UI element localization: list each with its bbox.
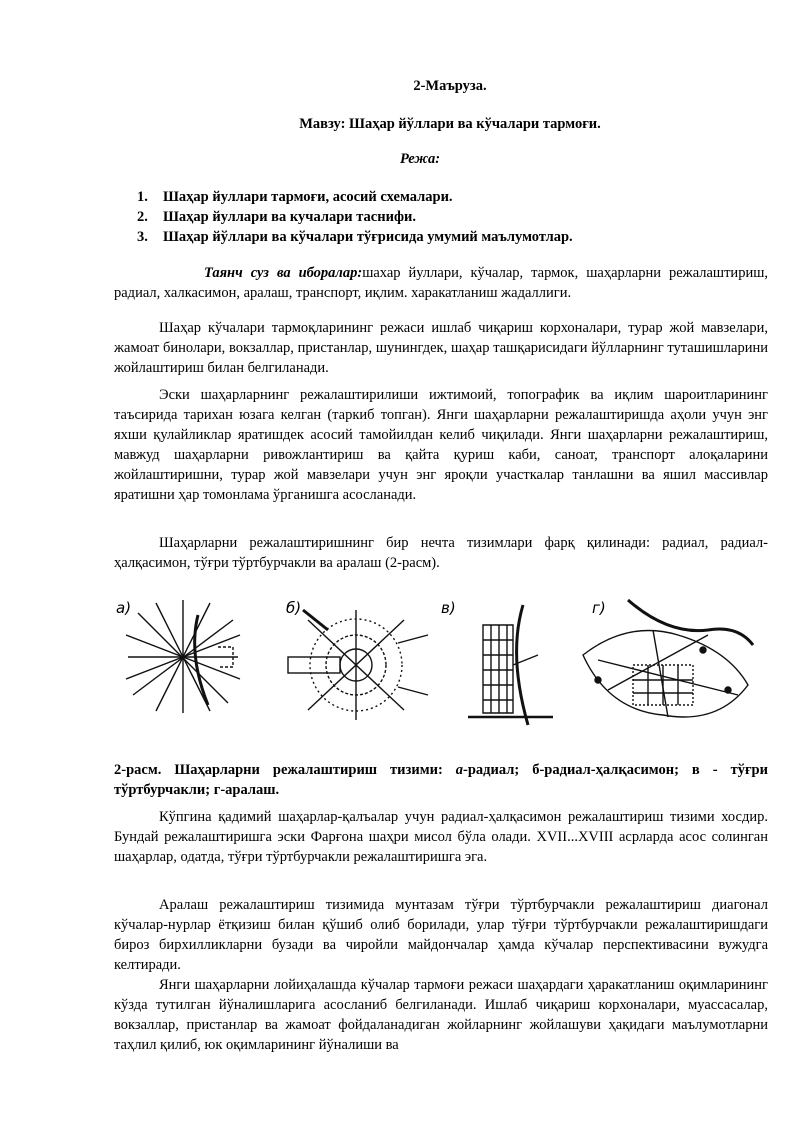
rectangular-scheme <box>468 605 553 725</box>
figure-label-v: в) <box>441 599 456 617</box>
plan-item <box>137 207 573 227</box>
caption-italic-a: а <box>455 762 464 778</box>
figure-caption <box>114 760 768 800</box>
plan-item-text: Шаҳар йўллари ва кўчалари тўғрисида умумий маълумотлар. <box>163 229 573 245</box>
plan-title: Режа: <box>399 151 441 167</box>
paragraph-1: Шаҳар кўчалари тармоқларининг режаси ишлаб чиқариш корхоналари, турар жой мавзелари, жамоат бинолари, вокзаллар, пристанлар, шунингдек, шаҳар ташқарисидаги йўлларнинг туташишларини жойлаштириш билан белгиланади. <box>114 320 768 376</box>
figure-label-b: б) <box>286 599 302 617</box>
plan-item-number: 3. <box>137 229 148 245</box>
paragraph-4: Кўпгина қадимий шаҳарлар-қалъалар учун радиал-ҳалқасимон режалаштириш тизими хосдир. Бундай режалаштиришга эски Фарғона шаҳри мисол бўла олади. XVII...XVIII асрларда асос солинган шаҳарлар, одатда, тўғри тўртбурчакли режалаштиришга эга. <box>114 809 768 865</box>
mixed-scheme <box>583 600 753 717</box>
planning-schemes-figure <box>108 595 760 745</box>
radial-ring-scheme <box>288 610 428 720</box>
caption-rest: -радиал; б-радиал-ҳалқасимон; в - тўғри тўртбурчакли; г-аралаш. <box>114 762 768 798</box>
lecture-number: 2-Маъруза. <box>413 78 487 94</box>
plan-item-text: Шаҳар йуллари ва кучалари таснифи. <box>163 209 416 225</box>
paragraph-6: Янги шаҳарларни лойиҳалашда кўчалар тармоғи режаси шаҳардаги ҳаракатланиш оқимларининг кўзда тутилган йўналишларига асосланиб белгиланади. Ишлаб чиқариш корхоналари, муассасалар, вокзаллар, пристанлар ва жамоат фойдаланадиган жойларнинг жойлашуви ҳақидаги маълумотларни таҳлил қилиб, юк оқимларининг йўналиши ва <box>114 977 768 1053</box>
lecture-topic: Мавзу: Шаҳар йўллари ва кўчалари тармоғи. <box>299 116 601 132</box>
plan-item-number: 1. <box>137 189 148 205</box>
paragraph-5: Аралаш режалаштириш тизимида мунтазам тўғри тўртбурчакли режалаштириш диагонал кўчалар-нурлар ётқизиш билан қўшиб олиб борилади, улар тўғри тўртбурчакли режалаштиришдаги бироз бирхилликларни бузади ва чиройли майдончалар ҳамда кўчалар перспективасини вужудга келтиради. <box>114 897 768 973</box>
caption-lead: 2-расм. Шаҳарларни режалаштириш тизими: <box>114 762 456 778</box>
plan-item <box>137 227 573 247</box>
paragraph-3: Шаҳарларни режалаштиришнинг бир нечта тизимлари фарқ қилинади: радиал, радиал-ҳалқасимон, тўғри тўртбурчакли ва аралаш (2-расм). <box>114 535 768 571</box>
radial-scheme <box>126 600 240 713</box>
paragraph-2: Эски шаҳарларнинг режалаштирилиши ижтимоий, топографик ва иқлим шароитларининг таъсирида тарихан юзага келган (таркиб топган). Янги шаҳарларни режалаштиришда аҳоли учун энг яхши қулайликлар яратишдек асосий тамойилдан келиб чиқилади. Янги шаҳарларни режалаштириш, мавжуд шаҳарларни ривожлантириш ва қайта қуриш каби, саноат, транспорт алоқаларини жойлаштиришни, турар жой мавзелари учун энг яроқли участкалар танлашни ва яшил массивлар яратишни ҳар томонлама ўрганишга асосланади. <box>114 387 768 503</box>
keywords-text: шахар йуллари, кўчалар, тармок, шаҳарларни режалаштириш, радиал, халкасимон, аралаш, транспорт, иқлим. харакатланиш жадаллиги. <box>114 265 768 301</box>
keywords-label: Таянч суз ва иборалар: <box>204 265 363 281</box>
plan-item-number: 2. <box>137 209 148 225</box>
keywords-paragraph <box>114 263 768 303</box>
plan-list <box>137 187 573 247</box>
figure-label-g: г) <box>592 599 606 617</box>
plan-item <box>137 187 573 207</box>
figure-label-a: а) <box>116 599 132 617</box>
plan-item-text: Шаҳар йуллари тармоғи, асосий схемалари. <box>163 189 453 205</box>
